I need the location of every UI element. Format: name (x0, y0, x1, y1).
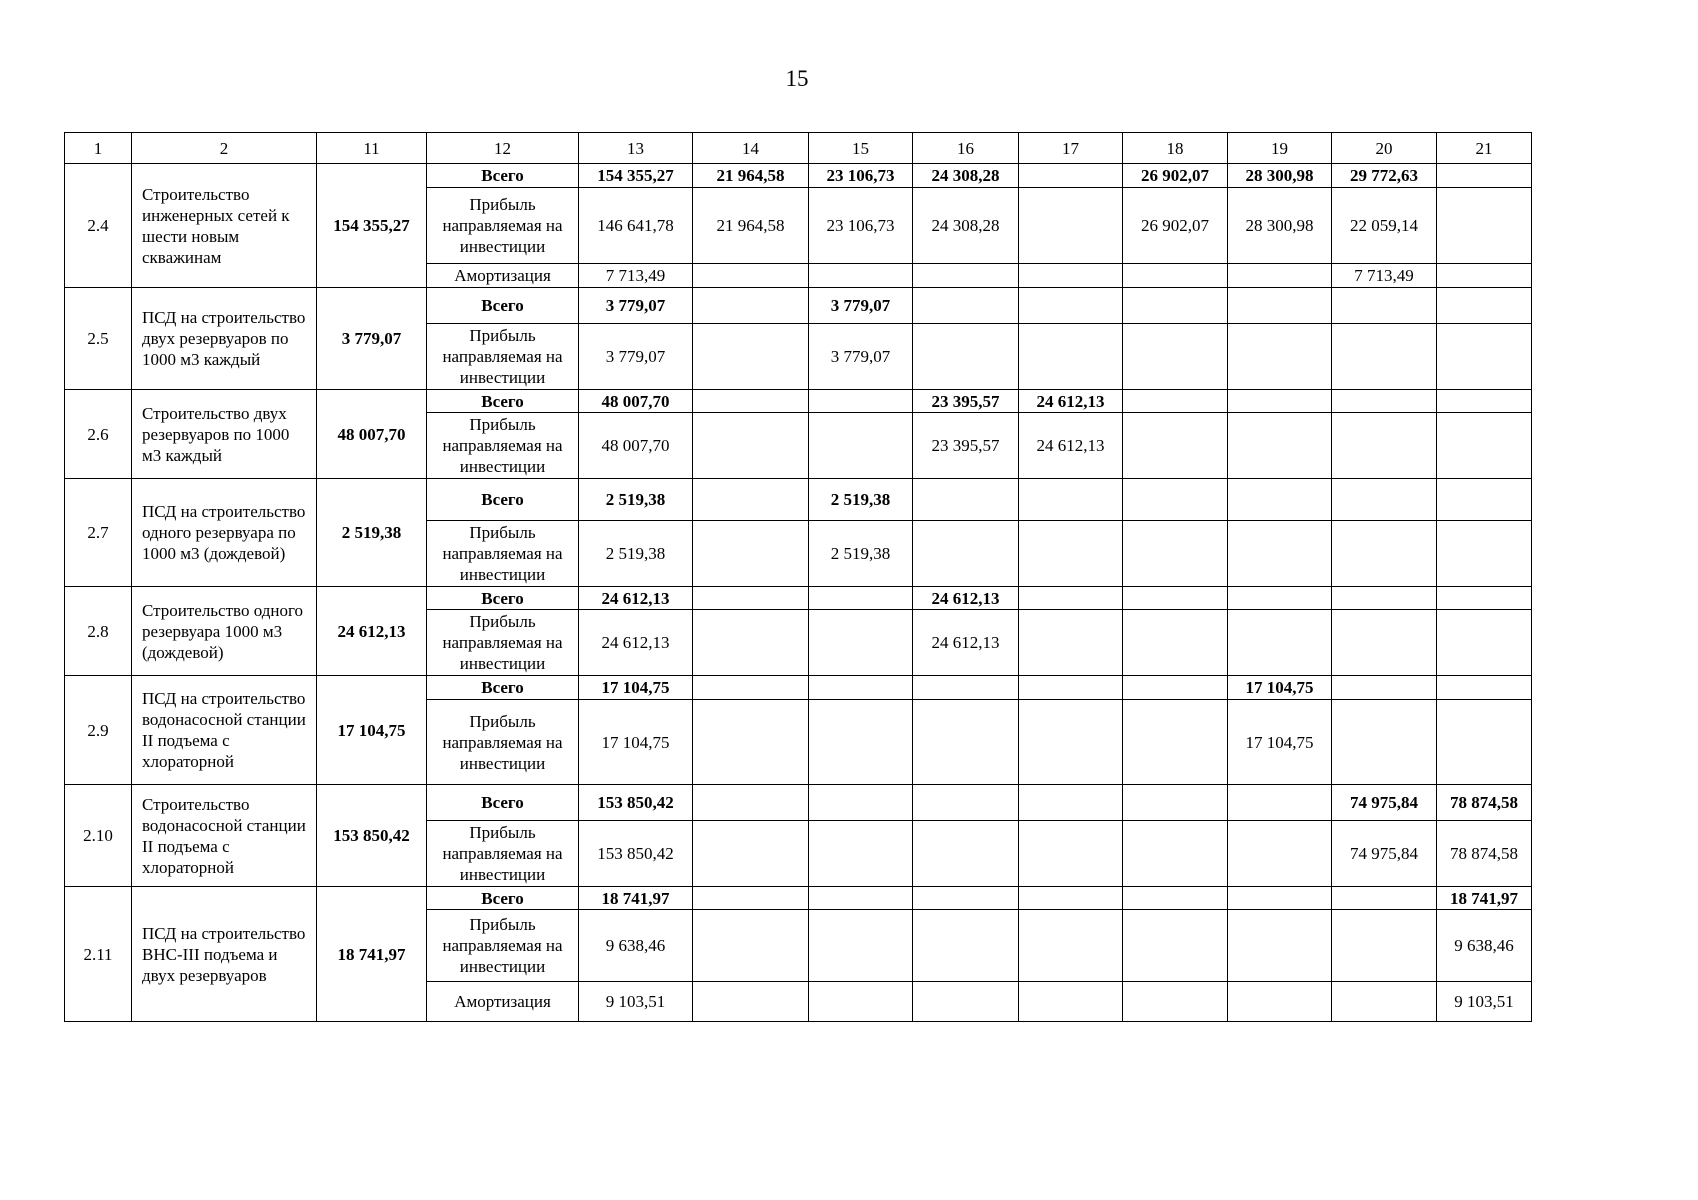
value-cell-col-18: 26 902,07 (1123, 188, 1228, 264)
value-cell-col-13: 18 741,97 (579, 887, 693, 910)
value-cell-col-19: 17 104,75 (1228, 700, 1332, 785)
column-header: 16 (913, 133, 1019, 164)
column-header: 12 (427, 133, 579, 164)
value-cell-col-16 (913, 785, 1019, 821)
row-number: 2.8 (65, 587, 132, 676)
funding-source-label: Прибыль направляемая на инвестиции (427, 324, 579, 390)
column-header: 14 (693, 133, 809, 164)
value-cell-col-15 (809, 821, 913, 887)
value-cell-col-14 (693, 413, 809, 479)
value-cell-col-14 (693, 390, 809, 413)
project-name: ПСД на строительство водонасосной станции II подъема с хлораторной (132, 676, 317, 785)
value-cell-col-19 (1228, 982, 1332, 1022)
column-header: 15 (809, 133, 913, 164)
project-name: ПСД на строительство ВНС-III подъема и двух резервуаров (132, 887, 317, 1022)
funding-source-label: Всего (427, 676, 579, 700)
funding-source-label: Всего (427, 288, 579, 324)
value-cell-col-20 (1332, 390, 1437, 413)
funding-source-label: Прибыль направляемая на инвестиции (427, 188, 579, 264)
value-cell-col-15 (809, 785, 913, 821)
value-cell-col-16 (913, 676, 1019, 700)
value-cell-col-14 (693, 910, 809, 982)
value-cell-col-18 (1123, 821, 1228, 887)
value-cell-col-13: 9 638,46 (579, 910, 693, 982)
value-cell-col-18 (1123, 887, 1228, 910)
value-cell-col-21 (1437, 288, 1532, 324)
value-cell-col-20: 22 059,14 (1332, 188, 1437, 264)
value-cell-col-15 (809, 390, 913, 413)
value-cell-col-18 (1123, 587, 1228, 610)
project-name: Строительство двух резервуаров по 1000 м3 каждый (132, 390, 317, 479)
value-cell-col-13: 3 779,07 (579, 288, 693, 324)
value-cell-col-17 (1019, 821, 1123, 887)
row-number: 2.4 (65, 164, 132, 288)
value-cell-col-19 (1228, 785, 1332, 821)
value-cell-col-16 (913, 887, 1019, 910)
value-cell-col-17 (1019, 587, 1123, 610)
row-number: 2.6 (65, 390, 132, 479)
value-cell-col-18 (1123, 521, 1228, 587)
table-row-total (65, 676, 1532, 700)
value-cell-col-21 (1437, 676, 1532, 700)
value-cell-col-17 (1019, 610, 1123, 676)
value-cell-col-16 (913, 521, 1019, 587)
value-cell-col-17: 24 612,13 (1019, 413, 1123, 479)
value-cell-col-14 (693, 982, 809, 1022)
table-row-total (65, 479, 1532, 521)
table-row-total (65, 288, 1532, 324)
value-cell-col-13: 17 104,75 (579, 700, 693, 785)
value-cell-col-20 (1332, 610, 1437, 676)
project-amount: 48 007,70 (317, 390, 427, 479)
value-cell-col-17 (1019, 188, 1123, 264)
value-cell-col-20 (1332, 910, 1437, 982)
value-cell-col-16 (913, 264, 1019, 288)
funding-source-label: Всего (427, 164, 579, 188)
value-cell-col-14 (693, 700, 809, 785)
value-cell-col-16: 24 612,13 (913, 587, 1019, 610)
value-cell-col-20 (1332, 587, 1437, 610)
value-cell-col-18 (1123, 264, 1228, 288)
value-cell-col-14 (693, 264, 809, 288)
table-row-total (65, 887, 1532, 910)
value-cell-col-17 (1019, 324, 1123, 390)
value-cell-col-21 (1437, 587, 1532, 610)
value-cell-col-18 (1123, 700, 1228, 785)
value-cell-col-15 (809, 676, 913, 700)
value-cell-col-16: 24 308,28 (913, 188, 1019, 264)
value-cell-col-19: 28 300,98 (1228, 164, 1332, 188)
table-row-total (65, 587, 1532, 610)
value-cell-col-20: 7 713,49 (1332, 264, 1437, 288)
value-cell-col-15: 3 779,07 (809, 288, 913, 324)
value-cell-col-13: 153 850,42 (579, 785, 693, 821)
row-number: 2.7 (65, 479, 132, 587)
value-cell-col-20: 74 975,84 (1332, 821, 1437, 887)
page-number: 15 (785, 66, 809, 91)
value-cell-col-21: 9 638,46 (1437, 910, 1532, 982)
value-cell-col-20 (1332, 324, 1437, 390)
value-cell-col-16 (913, 324, 1019, 390)
funding-source-label: Всего (427, 785, 579, 821)
value-cell-col-17 (1019, 676, 1123, 700)
value-cell-col-13: 48 007,70 (579, 413, 693, 479)
value-cell-col-21 (1437, 413, 1532, 479)
value-cell-col-15: 23 106,73 (809, 188, 913, 264)
value-cell-col-13: 2 519,38 (579, 521, 693, 587)
value-cell-col-19 (1228, 587, 1332, 610)
value-cell-col-17 (1019, 982, 1123, 1022)
value-cell-col-17 (1019, 700, 1123, 785)
column-header: 21 (1437, 133, 1532, 164)
value-cell-col-14 (693, 324, 809, 390)
value-cell-col-17 (1019, 887, 1123, 910)
value-cell-col-20 (1332, 887, 1437, 910)
value-cell-col-13: 2 519,38 (579, 479, 693, 521)
value-cell-col-19 (1228, 288, 1332, 324)
value-cell-col-20: 29 772,63 (1332, 164, 1437, 188)
value-cell-col-17 (1019, 288, 1123, 324)
value-cell-col-16 (913, 821, 1019, 887)
column-header: 13 (579, 133, 693, 164)
value-cell-col-14 (693, 479, 809, 521)
value-cell-col-21: 78 874,58 (1437, 821, 1532, 887)
column-header: 11 (317, 133, 427, 164)
column-header-row (65, 133, 1532, 164)
row-number: 2.9 (65, 676, 132, 785)
value-cell-col-15 (809, 887, 913, 910)
value-cell-col-15 (809, 610, 913, 676)
value-cell-col-18 (1123, 413, 1228, 479)
project-amount: 3 779,07 (317, 288, 427, 390)
funding-source-label: Всего (427, 479, 579, 521)
value-cell-col-17 (1019, 521, 1123, 587)
funding-source-label: Прибыль направляемая на инвестиции (427, 821, 579, 887)
value-cell-col-18 (1123, 785, 1228, 821)
value-cell-col-21: 18 741,97 (1437, 887, 1532, 910)
value-cell-col-19: 17 104,75 (1228, 676, 1332, 700)
value-cell-col-18 (1123, 288, 1228, 324)
value-cell-col-14 (693, 676, 809, 700)
value-cell-col-13: 153 850,42 (579, 821, 693, 887)
table-row-total (65, 164, 1532, 188)
value-cell-col-18 (1123, 479, 1228, 521)
value-cell-col-14 (693, 887, 809, 910)
row-number: 2.11 (65, 887, 132, 1022)
value-cell-col-19 (1228, 413, 1332, 479)
value-cell-col-14: 21 964,58 (693, 164, 809, 188)
value-cell-col-18 (1123, 610, 1228, 676)
value-cell-col-21 (1437, 479, 1532, 521)
value-cell-col-20 (1332, 288, 1437, 324)
value-cell-col-14 (693, 821, 809, 887)
project-name: Строительство водонасосной станции II подъема с хлораторной (132, 785, 317, 887)
value-cell-col-18 (1123, 982, 1228, 1022)
project-name: ПСД на строительство двух резервуаров по 1000 м3 каждый (132, 288, 317, 390)
funding-source-label: Прибыль направляемая на инвестиции (427, 610, 579, 676)
value-cell-col-21 (1437, 610, 1532, 676)
column-header: 2 (132, 133, 317, 164)
column-header: 18 (1123, 133, 1228, 164)
value-cell-col-16: 24 612,13 (913, 610, 1019, 676)
value-cell-col-18 (1123, 910, 1228, 982)
value-cell-col-15: 2 519,38 (809, 521, 913, 587)
value-cell-col-19 (1228, 821, 1332, 887)
column-header: 20 (1332, 133, 1437, 164)
value-cell-col-14 (693, 610, 809, 676)
project-name: Строительство одного резервуара 1000 м3 (дождевой) (132, 587, 317, 676)
value-cell-col-17 (1019, 910, 1123, 982)
value-cell-col-15 (809, 587, 913, 610)
funding-source-label: Прибыль направляемая на инвестиции (427, 521, 579, 587)
value-cell-col-17 (1019, 164, 1123, 188)
value-cell-col-13: 24 612,13 (579, 587, 693, 610)
value-cell-col-19 (1228, 887, 1332, 910)
value-cell-col-20 (1332, 700, 1437, 785)
value-cell-col-21: 9 103,51 (1437, 982, 1532, 1022)
value-cell-col-19 (1228, 390, 1332, 413)
funding-source-label: Прибыль направляемая на инвестиции (427, 413, 579, 479)
investment-table (64, 132, 1532, 1022)
value-cell-col-16: 23 395,57 (913, 413, 1019, 479)
value-cell-col-19 (1228, 910, 1332, 982)
table-row-total (65, 390, 1532, 413)
row-number: 2.10 (65, 785, 132, 887)
funding-source-label: Всего (427, 390, 579, 413)
project-amount: 18 741,97 (317, 887, 427, 1022)
value-cell-col-14 (693, 521, 809, 587)
value-cell-col-19 (1228, 521, 1332, 587)
funding-source-label: Амортизация (427, 982, 579, 1022)
row-number: 2.5 (65, 288, 132, 390)
value-cell-col-21: 78 874,58 (1437, 785, 1532, 821)
value-cell-col-13: 24 612,13 (579, 610, 693, 676)
value-cell-col-21 (1437, 390, 1532, 413)
value-cell-col-18 (1123, 390, 1228, 413)
value-cell-col-13: 17 104,75 (579, 676, 693, 700)
value-cell-col-15 (809, 264, 913, 288)
value-cell-col-15: 23 106,73 (809, 164, 913, 188)
value-cell-col-15 (809, 982, 913, 1022)
value-cell-col-13: 7 713,49 (579, 264, 693, 288)
funding-source-label: Прибыль направляемая на инвестиции (427, 910, 579, 982)
value-cell-col-14 (693, 587, 809, 610)
project-name: Строительство инженерных сетей к шести новым скважинам (132, 164, 317, 288)
column-header: 19 (1228, 133, 1332, 164)
value-cell-col-19 (1228, 324, 1332, 390)
value-cell-col-14: 21 964,58 (693, 188, 809, 264)
value-cell-col-19: 28 300,98 (1228, 188, 1332, 264)
value-cell-col-15 (809, 413, 913, 479)
value-cell-col-20 (1332, 521, 1437, 587)
value-cell-col-16 (913, 700, 1019, 785)
table-row-total (65, 785, 1532, 821)
value-cell-col-19 (1228, 264, 1332, 288)
funding-source-label: Амортизация (427, 264, 579, 288)
project-amount: 17 104,75 (317, 676, 427, 785)
value-cell-col-17 (1019, 264, 1123, 288)
value-cell-col-16 (913, 479, 1019, 521)
value-cell-col-16 (913, 982, 1019, 1022)
value-cell-col-18 (1123, 676, 1228, 700)
value-cell-col-21 (1437, 264, 1532, 288)
value-cell-col-19 (1228, 610, 1332, 676)
funding-source-label: Всего (427, 587, 579, 610)
column-header: 17 (1019, 133, 1123, 164)
project-name: ПСД на строительство одного резервуара по 1000 м3 (дождевой) (132, 479, 317, 587)
value-cell-col-14 (693, 288, 809, 324)
project-amount: 154 355,27 (317, 164, 427, 288)
funding-source-label: Прибыль направляемая на инвестиции (427, 700, 579, 785)
value-cell-col-15: 2 519,38 (809, 479, 913, 521)
project-amount: 24 612,13 (317, 587, 427, 676)
value-cell-col-21 (1437, 521, 1532, 587)
value-cell-col-20 (1332, 676, 1437, 700)
value-cell-col-14 (693, 785, 809, 821)
value-cell-col-21 (1437, 164, 1532, 188)
value-cell-col-21 (1437, 700, 1532, 785)
value-cell-col-16 (913, 288, 1019, 324)
value-cell-col-19 (1228, 479, 1332, 521)
value-cell-col-20: 74 975,84 (1332, 785, 1437, 821)
project-amount: 2 519,38 (317, 479, 427, 587)
value-cell-col-21 (1437, 188, 1532, 264)
value-cell-col-21 (1437, 324, 1532, 390)
value-cell-col-13: 9 103,51 (579, 982, 693, 1022)
value-cell-col-16 (913, 910, 1019, 982)
value-cell-col-15 (809, 910, 913, 982)
value-cell-col-16: 23 395,57 (913, 390, 1019, 413)
value-cell-col-20 (1332, 413, 1437, 479)
value-cell-col-20 (1332, 479, 1437, 521)
value-cell-col-15: 3 779,07 (809, 324, 913, 390)
funding-source-label: Всего (427, 887, 579, 910)
value-cell-col-13: 154 355,27 (579, 164, 693, 188)
value-cell-col-17: 24 612,13 (1019, 390, 1123, 413)
project-amount: 153 850,42 (317, 785, 427, 887)
value-cell-col-13: 146 641,78 (579, 188, 693, 264)
value-cell-col-18 (1123, 324, 1228, 390)
column-header: 1 (65, 133, 132, 164)
value-cell-col-16: 24 308,28 (913, 164, 1019, 188)
value-cell-col-18: 26 902,07 (1123, 164, 1228, 188)
value-cell-col-13: 3 779,07 (579, 324, 693, 390)
value-cell-col-13: 48 007,70 (579, 390, 693, 413)
value-cell-col-17 (1019, 479, 1123, 521)
value-cell-col-15 (809, 700, 913, 785)
value-cell-col-17 (1019, 785, 1123, 821)
value-cell-col-20 (1332, 982, 1437, 1022)
